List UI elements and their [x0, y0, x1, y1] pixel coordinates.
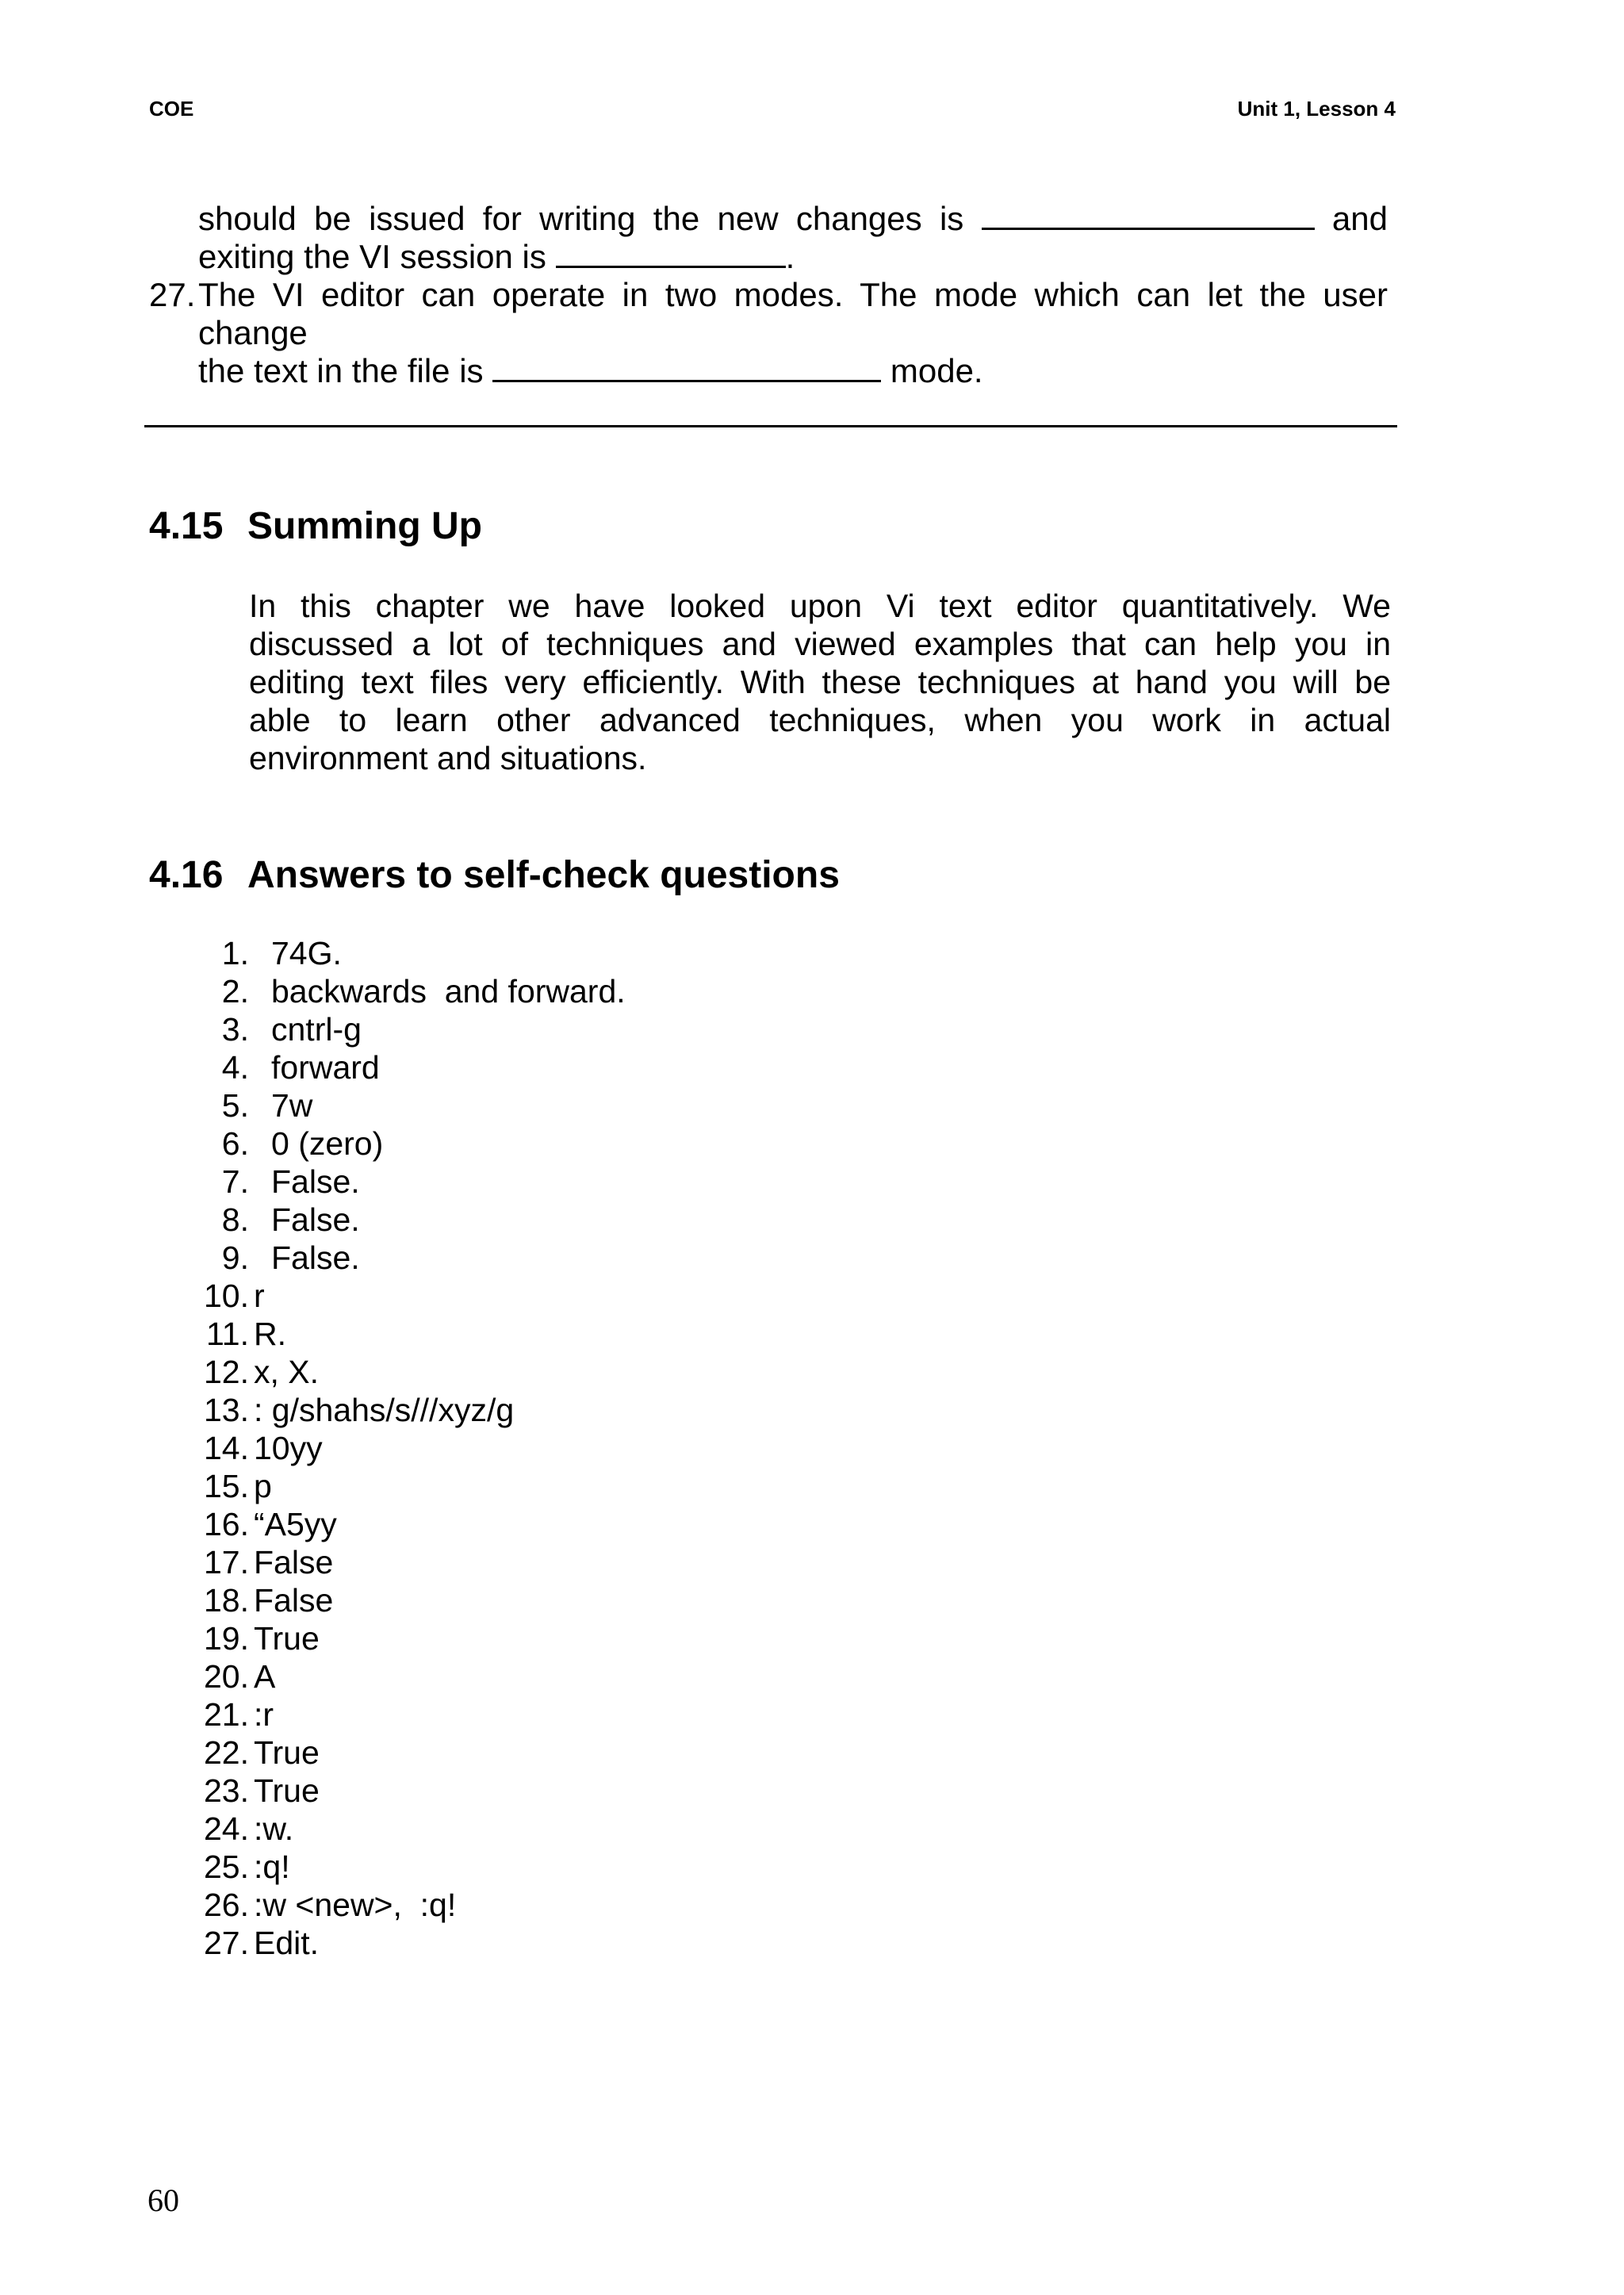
answer-text: r [254, 1278, 265, 1314]
answer-number: 15. [204, 1468, 249, 1504]
answer-number: 16. [204, 1506, 249, 1542]
paragraph-line: editing text files very efficiently. With these techniques at hand you will be [249, 664, 1391, 700]
section-divider [144, 425, 1397, 427]
answer-text: True [254, 1772, 320, 1809]
continuation-line-1-text: should be issued for writing the new changes is [198, 200, 964, 237]
list-item [198, 1467, 626, 1505]
answer-text: x, X. [254, 1354, 320, 1390]
answer-number: 21. [204, 1696, 249, 1733]
answer-text: Edit. [254, 1925, 320, 1961]
section-title: Summing Up [247, 505, 482, 547]
continuation-line-1-end: and [1331, 200, 1388, 237]
list-item [198, 1391, 626, 1429]
list-item [198, 1086, 626, 1125]
section-title: Answers to self-check questions [247, 854, 840, 896]
answer-number: 5. [221, 1087, 249, 1124]
answer-blank [492, 353, 881, 382]
answer-number: 27. [204, 1925, 249, 1961]
answer-text: False [254, 1544, 334, 1580]
answer-text: p [254, 1468, 272, 1504]
section-number: 4.16 [149, 854, 224, 896]
summing-up-paragraph [249, 587, 1391, 777]
list-item [198, 1581, 626, 1619]
list-item [198, 972, 626, 1010]
answer-text: 0 (zero) [271, 1125, 384, 1162]
answer-text: False. [271, 1201, 360, 1238]
answer-number: 26. [204, 1887, 249, 1923]
answer-text: True [254, 1620, 320, 1657]
answer-number: 7. [221, 1163, 249, 1200]
answer-text: R. [254, 1316, 286, 1352]
list-item [198, 1201, 626, 1239]
list-item [198, 1619, 626, 1657]
answer-text: “A5yy [254, 1506, 337, 1542]
answer-text: forward [271, 1049, 380, 1086]
list-item [198, 1734, 626, 1772]
answer-number: 2. [221, 973, 249, 1010]
question-27 [149, 276, 1388, 390]
paragraph-line: able to learn other advanced techniques, when you work in actual [249, 702, 1391, 738]
answer-number: 3. [221, 1011, 249, 1048]
paragraph-line: environment and situations. [249, 740, 647, 776]
list-item [198, 1163, 626, 1201]
page-number: 60 [147, 2182, 179, 2218]
list-item [198, 934, 626, 972]
answer-number: 22. [204, 1734, 249, 1771]
continuation-line-2-end: . [785, 238, 795, 275]
answer-text: :w <new>, :q! [254, 1887, 457, 1923]
list-item [198, 1315, 626, 1353]
answer-number: 4. [221, 1049, 249, 1086]
answer-number: 8. [221, 1201, 249, 1238]
answer-text: 7w [271, 1087, 313, 1124]
paragraph-line: discussed a lot of techniques and viewed examples that can help you in [249, 626, 1391, 662]
answer-number: 18. [204, 1582, 249, 1619]
answer-blank [982, 201, 1315, 230]
answer-number: 10. [204, 1278, 249, 1314]
answer-number: 20. [204, 1658, 249, 1695]
answer-text: 74G. [271, 935, 342, 971]
list-item [198, 1048, 626, 1086]
list-item [198, 1772, 626, 1810]
header-right: Unit 1, Lesson 4 [1237, 97, 1396, 121]
list-item [198, 1353, 626, 1391]
answers-list [198, 934, 626, 1962]
continuation-line-2-text: exiting the VI session is [198, 238, 546, 275]
list-item [198, 1125, 626, 1163]
section-4-15-heading [149, 504, 482, 549]
list-item [198, 1886, 626, 1924]
answer-number: 1. [221, 935, 249, 971]
answer-number: 23. [204, 1772, 249, 1809]
list-item [198, 1239, 626, 1277]
list-item [198, 1277, 626, 1315]
answer-text: False [254, 1582, 334, 1619]
answer-number: 25. [204, 1849, 249, 1885]
answer-number: 6. [221, 1125, 249, 1162]
answer-text: A [254, 1658, 276, 1695]
question-continuation [198, 200, 1388, 276]
section-4-16-heading [149, 853, 840, 898]
answer-text: :q! [254, 1849, 290, 1885]
answer-text: : g/shahs/s///xyz/g [254, 1392, 515, 1428]
answer-number: 17. [204, 1544, 249, 1580]
list-item [198, 1010, 626, 1048]
answer-text: True [254, 1734, 320, 1771]
answer-text: cntrl-g [271, 1011, 362, 1048]
list-item [198, 1848, 626, 1886]
list-item [198, 1657, 626, 1695]
answer-number: 11. [206, 1316, 249, 1352]
list-item [198, 1543, 626, 1581]
question-27-number: 27. [149, 276, 196, 313]
answer-text: 10yy [254, 1430, 323, 1466]
header-left: COE [149, 97, 194, 121]
question-27-line-2-text: the text in the file is [198, 352, 484, 389]
question-27-line-2-end: mode. [890, 352, 983, 389]
answer-blank [556, 239, 786, 268]
question-27-line-2 [149, 352, 1388, 390]
question-27-text: The VI editor can operate in two modes. The mode which can let the user change [198, 276, 1388, 351]
list-item [198, 1810, 626, 1848]
answer-number: 12. [204, 1354, 249, 1390]
answer-text: :r [254, 1696, 274, 1733]
list-item [198, 1924, 626, 1962]
answer-text: backwards and forward. [271, 973, 626, 1010]
answer-number: 9. [221, 1239, 249, 1276]
paragraph-line: In this chapter we have looked upon Vi text editor quantitatively. We [249, 588, 1391, 624]
list-item [198, 1429, 626, 1467]
answer-number: 24. [204, 1810, 249, 1847]
continuation-line-2 [198, 238, 1388, 276]
continuation-line-1 [198, 200, 1388, 238]
question-27-line-1 [149, 276, 1388, 352]
answer-number: 14. [204, 1430, 249, 1466]
answer-text: False. [271, 1239, 360, 1276]
list-item [198, 1695, 626, 1734]
list-item [198, 1505, 626, 1543]
answer-text: :w. [254, 1810, 294, 1847]
answer-number: 13. [204, 1392, 249, 1428]
answer-text: False. [271, 1163, 360, 1200]
answer-number: 19. [204, 1620, 249, 1657]
section-number: 4.15 [149, 505, 224, 547]
